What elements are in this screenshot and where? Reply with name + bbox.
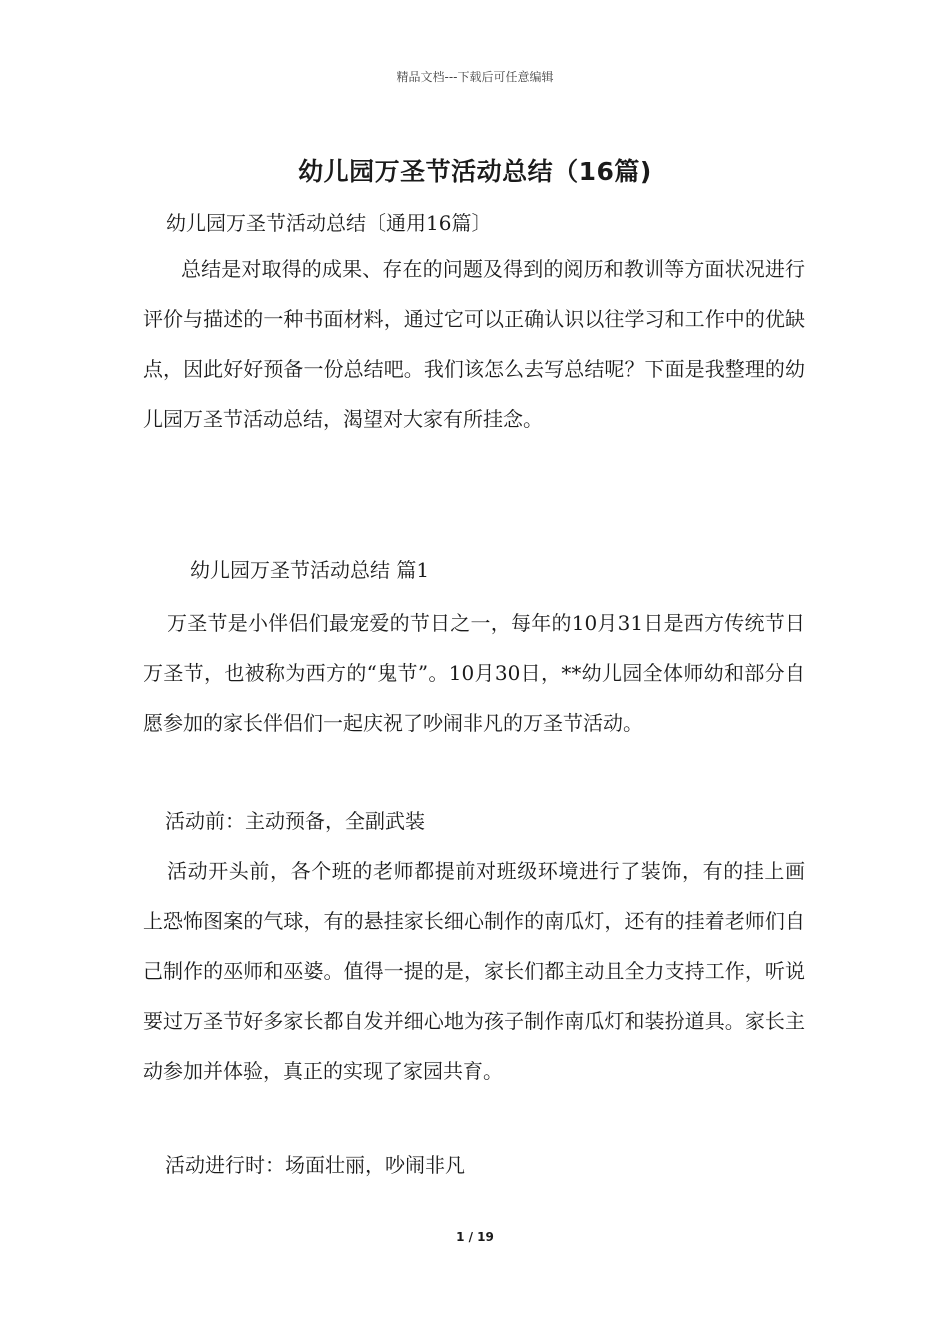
page-header: 精品文档---下载后可任意编辑 — [396, 70, 554, 84]
document-subtitle: 幼儿园万圣节活动总结〔通用16篇〕 — [166, 211, 492, 235]
section-title: 幼儿园万圣节活动总结 篇1 — [190, 558, 430, 582]
body-paragraph: 活动开头前，各个班的老师都提前对班级环境进行了装饰，有的挂上画上恐怖图案的气球，有的悬挂家长细心制作的南瓜灯，还有的挂着老师们自己制作的巫师和巫婆。值得一提的是，家长们都主动且全力支持工作，听说要过万圣节好多家长都自发并细心地为孩子制作南瓜灯和装扮道具。家长主动参加并体验，真正的实现了家园共育。 — [143, 859, 805, 1083]
section-heading: 活动进行时：场面壮丽，吵闹非凡 — [165, 1153, 465, 1177]
document-title: 幼儿园万圣节活动总结（16篇) — [298, 157, 652, 186]
page-number: 1 / 19 — [456, 1230, 494, 1244]
body-paragraph: 万圣节是小伴侣们最宠爱的节日之一，每年的10月31日是西方传统节日万圣节，也被称为西方的“鬼节”。10月30日，**幼儿园全体师幼和部分自愿参加的家长伴侣们一起庆祝了吵闹非凡的万圣节活动。 — [143, 611, 805, 735]
intro-paragraph: 总结是对取得的成果、存在的问题及得到的阅历和教训等方面状况进行评价与描述的一种书面材料，通过它可以正确认识以往学习和工作中的优缺点，因此好好预备一份总结吧。我们该怎么去写总结呢？下面是我整理的幼儿园万圣节活动总结，渴望对大家有所挂念。 — [143, 257, 805, 431]
section-heading: 活动前：主动预备，全副武装 — [165, 809, 425, 833]
